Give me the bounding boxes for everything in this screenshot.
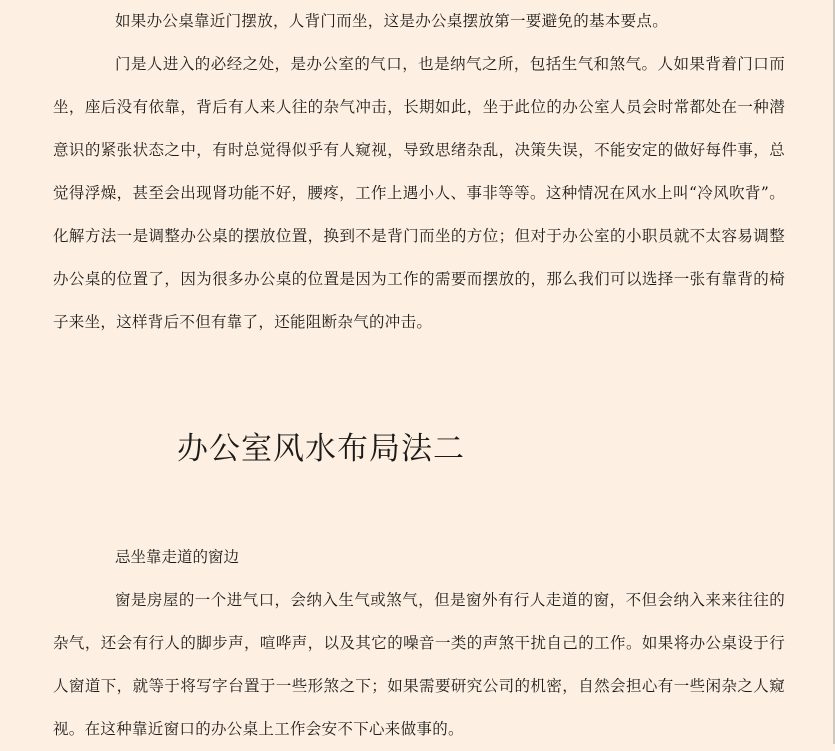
- subheading-window: 忌坐靠走道的窗边: [115, 548, 240, 566]
- document-page: [53, 0, 785, 738]
- paragraph-door-intro: 如果办公桌靠近门摆放，人背门而坐，这是办公桌摆放第一要避免的基本要点。: [115, 12, 669, 30]
- paragraph-window-explanation: 窗是房屋的一个进气口，会纳入生气或煞气，但是窗外有行人走道的窗，不但会纳入来来往往的杂气，还会有行人的脚步声，喧哗声，以及其它的噪音一类的声煞干扰自己的工作。如果将办公桌设于行人窗道下，就等于将写字台置于一些形煞之下；如果需要研究公司的机密，自然会担心有一些闲杂之人窥视。在这种靠近窗口的办公桌上工作会安不下心来做事的。: [53, 591, 785, 738]
- section-window: [53, 536, 785, 751]
- paragraph-door-explanation: 门是人进入的必经之处，是办公室的气口，也是纳气之所，包括生气和煞气。人如果背着门口而坐，座后没有依靠，背后有人来人往的杂气冲击，长期如此，坐于此位的办公室人员会时常都处在一种潜意识的紧张状态之中，有时总觉得似乎有人窥视，导致思绪杂乱，决策失误，不能安定的做好每件事，总觉得浮燥，甚至会出现肾功能不好，腰疼，工作上遇小人、事非等等。这种情况在风水上叫“冷风吹背”。化解方法一是调整办公桌的摆放位置，换到不是背门而坐的方位；但对于办公室的小职员就不太容易调整办公桌的位置了，因为很多办公桌的位置是因为工作的需要而摆放的，那么我们可以选择一张有靠背的椅子来坐，这样背后不但有靠了，还能阻断杂气的冲击。: [53, 55, 785, 331]
- section-heading: 办公室风水布局法二: [177, 431, 465, 466]
